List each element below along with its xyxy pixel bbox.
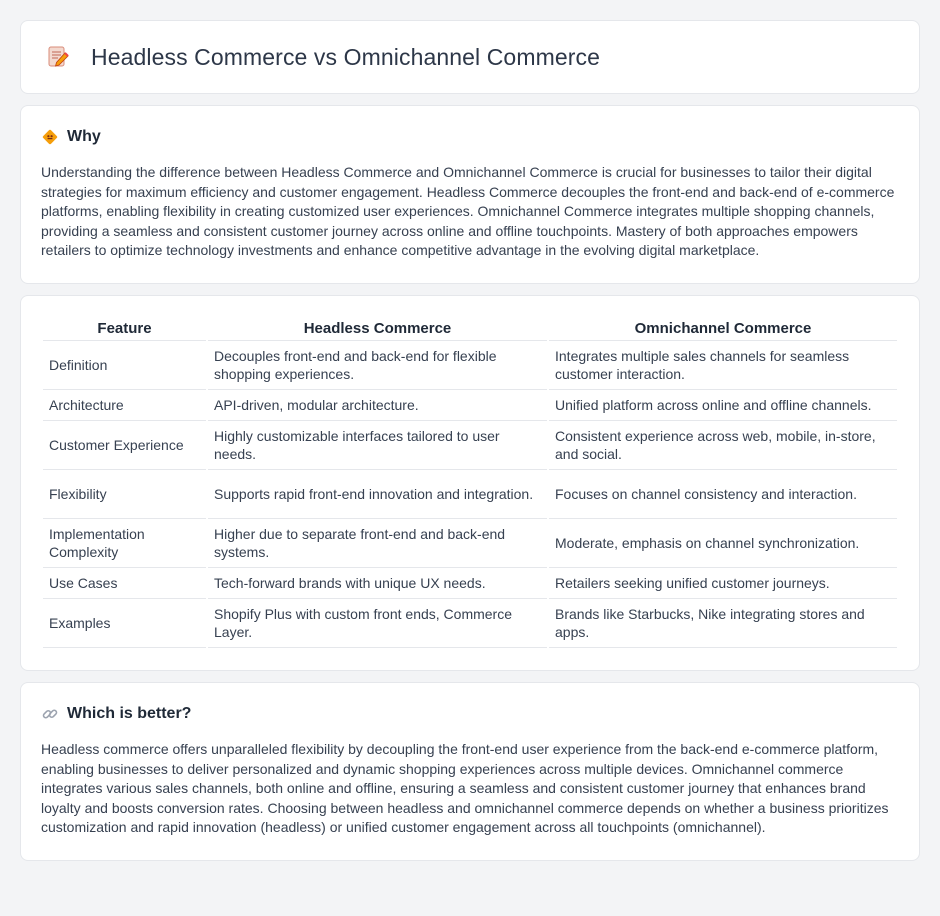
why-text: Understanding the difference between Headless Commerce and Omnichannel Commerce is crucial for businesses to tailor their digital strategies for maximum efficiency and customer engagement. Headless Commerce decouples the front-end and back-end of e-commerce platforms, enabling flexibility in creating customized user experiences. Omnichannel Commerce integrates multiple shopping channels, providing a seamless and consistent customer journey across online and offline touchpoints. Mastery of both approaches empowers retailers to optimize technology investments and enhance competitive advantage in the evolving digital marketplace. bbox=[41, 164, 895, 259]
page-title: Headless Commerce vs Omnichannel Commerce bbox=[91, 43, 600, 70]
table-cell-omnichannel: Consistent experience across web, mobile, in-store, and social. bbox=[549, 421, 897, 470]
table-cell-omnichannel: Integrates multiple sales channels for seamless customer interaction. bbox=[549, 341, 897, 390]
table-cell-omnichannel: Moderate, emphasis on channel synchronization. bbox=[549, 519, 897, 568]
table-cell-omnichannel: Retailers seeking unified customer journeys. bbox=[549, 568, 897, 599]
table-cell-feature: Examples bbox=[43, 599, 206, 648]
table-row bbox=[43, 568, 897, 599]
comparison-table-card bbox=[20, 295, 920, 671]
column-header-feature: Feature bbox=[43, 316, 206, 341]
column-header-omnichannel: Omnichannel Commerce bbox=[549, 316, 897, 341]
which-is-better-header bbox=[41, 705, 899, 723]
comparison-table bbox=[41, 316, 899, 648]
table-cell-feature: Flexibility bbox=[43, 470, 206, 519]
why-section bbox=[20, 105, 920, 284]
which-is-better-text: Headless commerce offers unparalleled flexibility by decoupling the front-end user experience from the back-end e-commerce platform, enabling businesses to deliver personalized and dynamic shopping experiences across multiple devices. Omnichannel commerce integrates various sales channels, both online and offline, ensuring a seamless and consistent customer journey that enhances brand loyalty and boosts conversion rates. Choosing between headless and omnichannel commerce depends on whether a business prioritizes customization and rapid innovation (headless) or unified customer engagement across all touchpoints (omnichannel). bbox=[41, 740, 889, 836]
table-cell-headless: Higher due to separate front-end and back-end systems. bbox=[208, 519, 547, 568]
table-cell-headless: Decouples front-end and back-end for flexible shopping experiences. bbox=[208, 341, 547, 390]
which-is-better-heading: Which is better? bbox=[67, 704, 192, 722]
which-is-better-section bbox=[20, 682, 920, 861]
table-cell-headless: Supports rapid front-end innovation and integration. bbox=[208, 470, 547, 519]
table-row bbox=[43, 599, 897, 648]
table-cell-feature: Implementation Complexity bbox=[43, 519, 206, 568]
table-row bbox=[43, 470, 897, 519]
table-cell-omnichannel: Brands like Starbucks, Nike integrating stores and apps. bbox=[549, 599, 897, 648]
table-cell-headless: API-driven, modular architecture. bbox=[208, 390, 547, 421]
column-header-headless: Headless Commerce bbox=[208, 316, 547, 341]
table-row bbox=[43, 421, 897, 470]
title-card bbox=[20, 20, 920, 94]
table-cell-headless: Tech-forward brands with unique UX needs. bbox=[208, 568, 547, 599]
why-heading: Why bbox=[67, 128, 101, 145]
table-row bbox=[43, 341, 897, 390]
table-cell-feature: Architecture bbox=[43, 390, 206, 421]
table-cell-headless: Shopify Plus with custom front ends, Commerce Layer. bbox=[208, 599, 547, 648]
table-row bbox=[43, 519, 897, 568]
table-cell-feature: Use Cases bbox=[43, 568, 206, 599]
table-cell-feature: Definition bbox=[43, 341, 206, 390]
document-pencil-icon bbox=[45, 44, 71, 70]
table-cell-headless: Highly customizable interfaces tailored to user needs. bbox=[208, 421, 547, 470]
table-cell-omnichannel: Unified platform across online and offline channels. bbox=[549, 390, 897, 421]
link-icon bbox=[41, 705, 59, 723]
table-cell-omnichannel: Focuses on channel consistency and interaction. bbox=[549, 470, 897, 519]
table-cell-feature: Customer Experience bbox=[43, 421, 206, 470]
why-header bbox=[41, 128, 899, 146]
table-row bbox=[43, 390, 897, 421]
table-header-row bbox=[43, 316, 897, 341]
warning-sign-icon bbox=[41, 128, 59, 146]
